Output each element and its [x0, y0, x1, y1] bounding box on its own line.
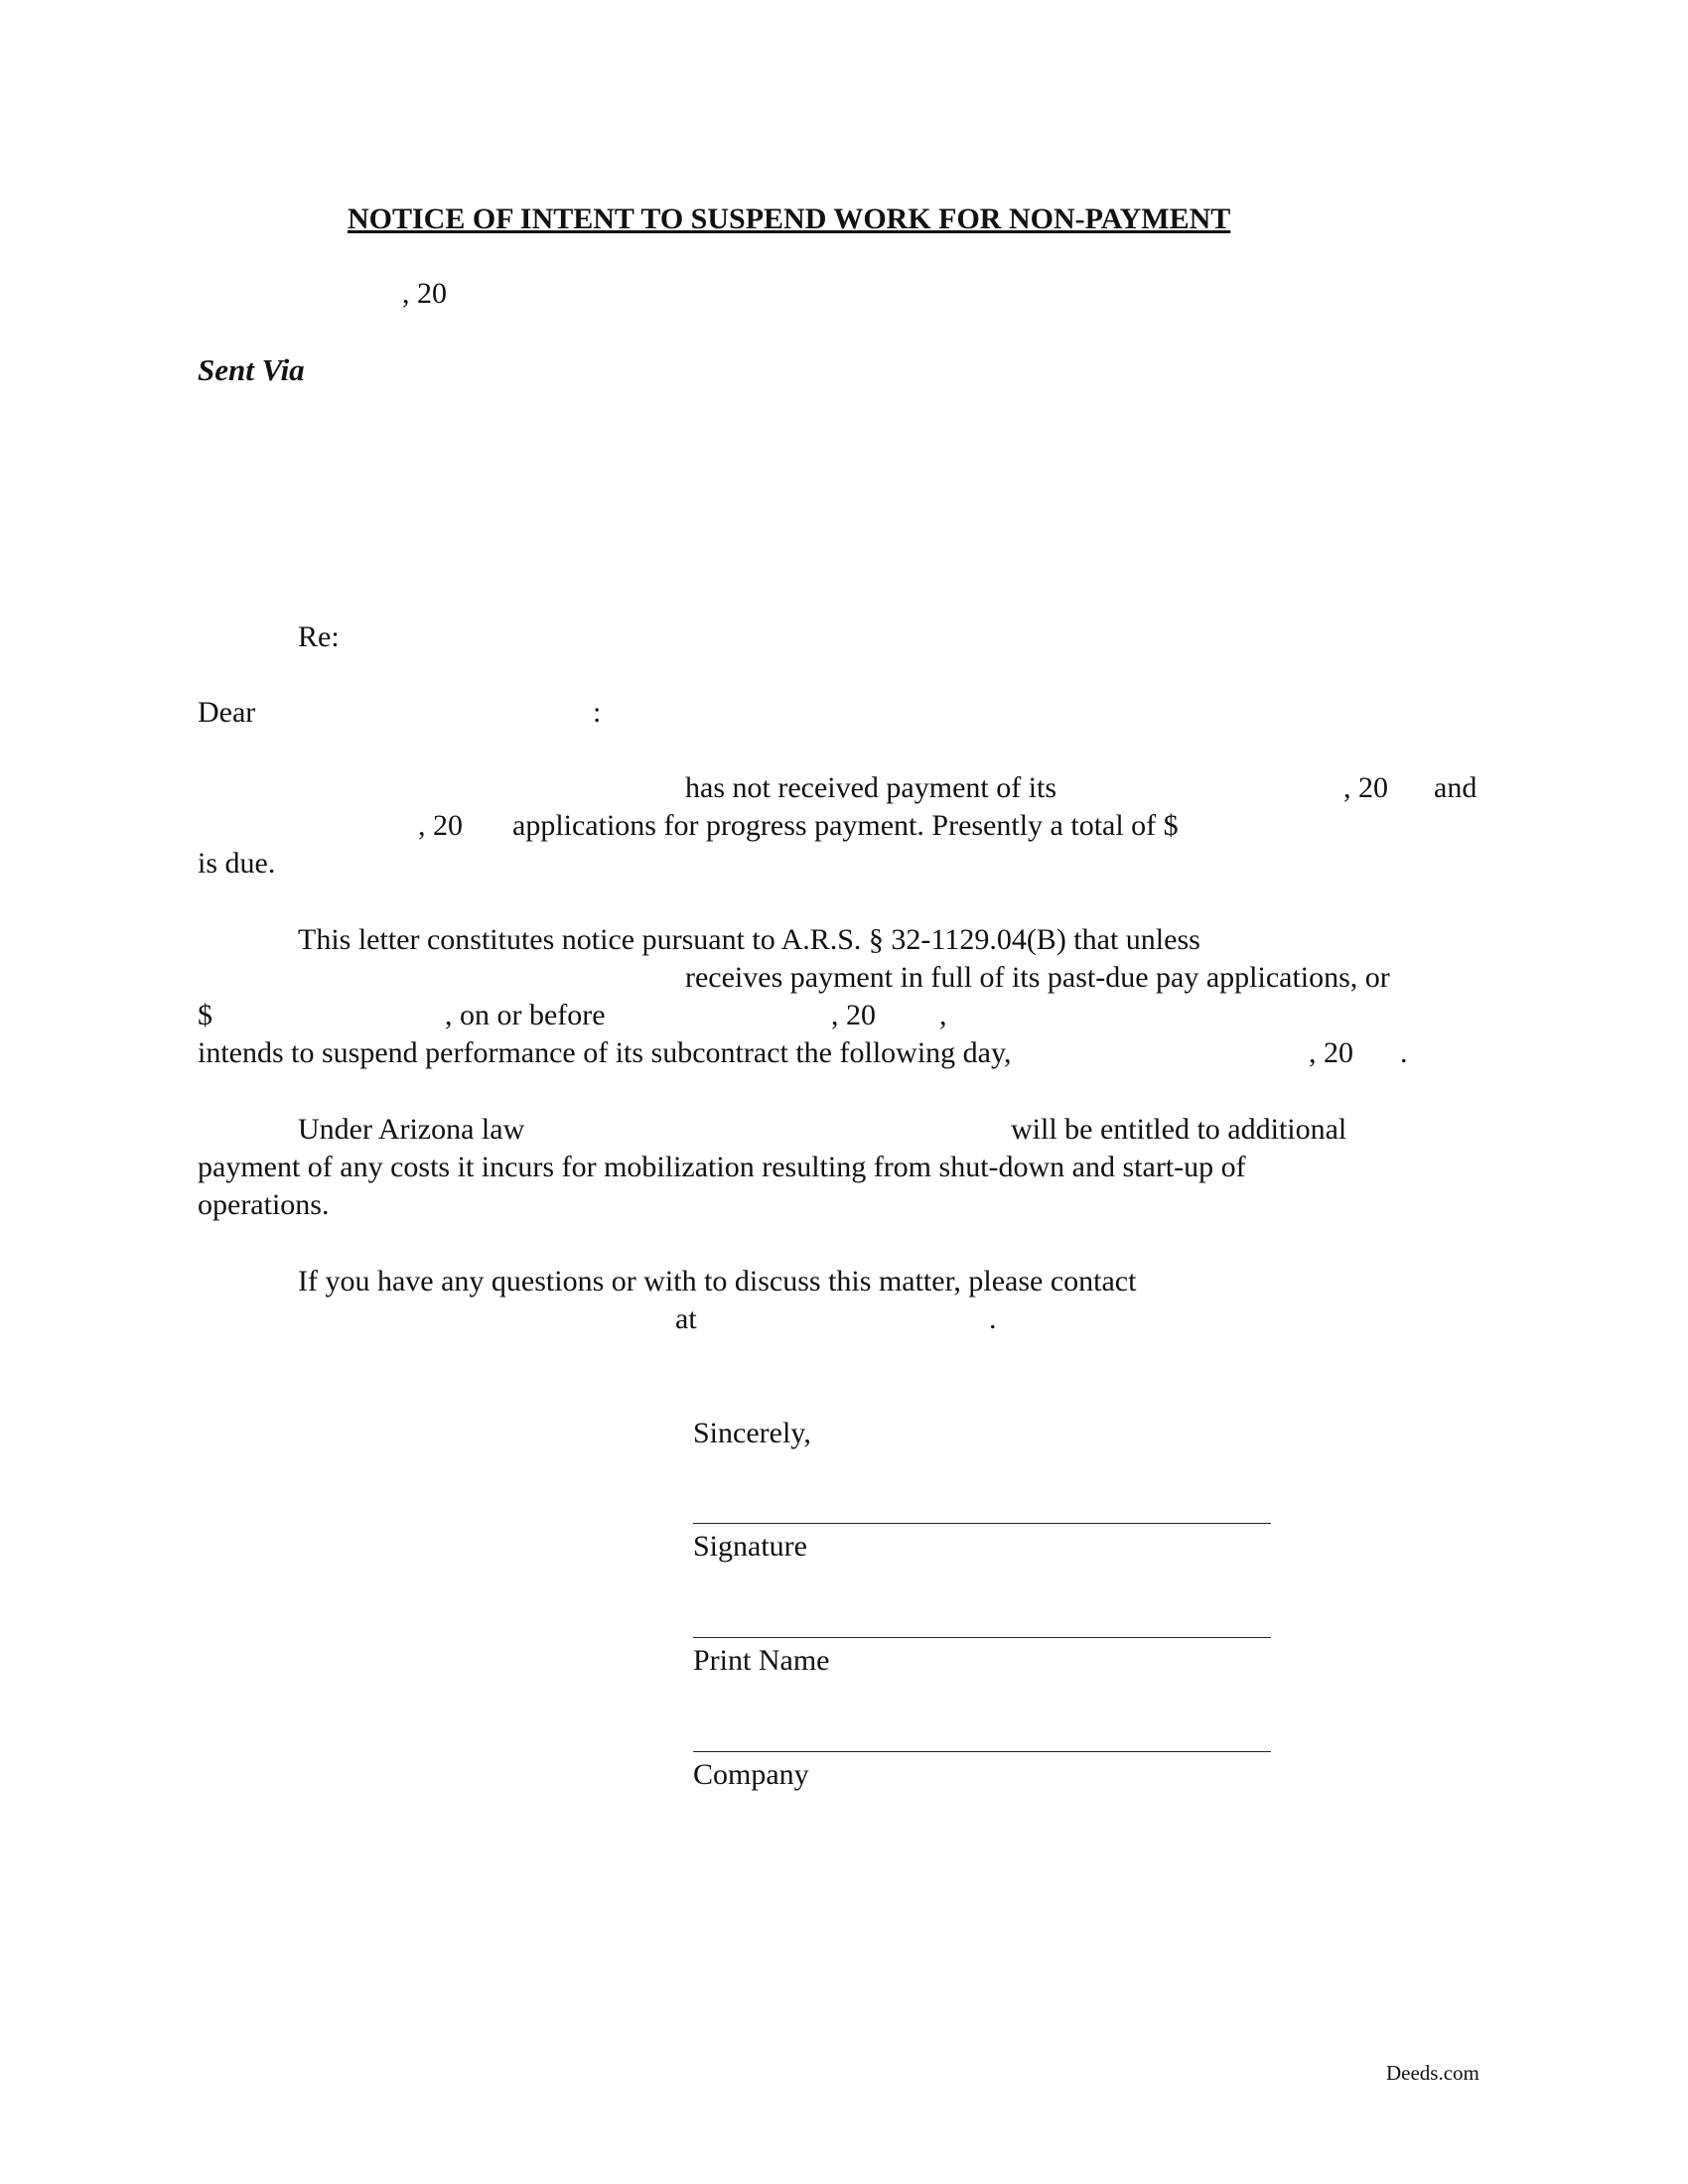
para3-line1-a: Under Arizona law: [298, 1113, 525, 1146]
para3-line1-b: will be entitled to additional: [1011, 1113, 1347, 1146]
para1-line2-b: applications for progress payment. Presently a total of $: [512, 809, 1179, 842]
para2-line4-c: .: [1400, 1036, 1408, 1069]
para1-line1-c: and: [1434, 771, 1477, 804]
sent-via-label: Sent Via: [198, 352, 305, 387]
para3-line3: operations.: [198, 1188, 330, 1221]
para2-line3-d: ,: [939, 999, 947, 1031]
footer-brand: Deeds.com: [1386, 2061, 1479, 2085]
document-title: NOTICE OF INTENT TO SUSPEND WORK FOR NON-PAYMENT: [348, 203, 1231, 235]
para3-line2: payment of any costs it incurs for mobilization resulting from shut-down and start-up of: [198, 1151, 1246, 1183]
para2-line1: This letter constitutes notice pursuant to A.R.S. § 32-1129.04(B) that unless: [298, 923, 1200, 956]
para1-line1-a: has not received payment of its: [685, 771, 1057, 804]
print-name-label: Print Name: [693, 1644, 830, 1677]
company-label: Company: [693, 1758, 809, 1791]
para1-line1-b: , 20: [1343, 771, 1388, 804]
para2-line3-b: , on or before: [445, 999, 606, 1031]
signature-label: Signature: [693, 1530, 807, 1563]
para4-line2-a: at: [675, 1302, 697, 1335]
date-line: , 20: [402, 277, 447, 310]
salutation-colon: :: [593, 696, 602, 729]
para1-line3: is due.: [198, 847, 276, 880]
para2-line2: receives payment in full of its past-due pay applications, or: [685, 961, 1390, 994]
signature-line: [693, 1523, 1271, 1524]
para1-line2-a: , 20: [418, 809, 463, 842]
para4-line1: If you have any questions or with to discuss this matter, please contact: [298, 1265, 1137, 1297]
para2-line3-c: , 20: [831, 999, 876, 1031]
salutation-dear: Dear: [198, 696, 256, 729]
print-name-line: [693, 1637, 1271, 1638]
closing-sincerely: Sincerely,: [693, 1417, 811, 1449]
para2-line4-b: , 20: [1309, 1036, 1353, 1069]
para4-line2-b: .: [989, 1302, 997, 1335]
para2-line3-a: $: [198, 999, 212, 1031]
company-line: [693, 1751, 1271, 1752]
para2-line4-a: intends to suspend performance of its subcontract the following day,: [198, 1036, 1012, 1069]
re-label: Re:: [298, 620, 340, 653]
